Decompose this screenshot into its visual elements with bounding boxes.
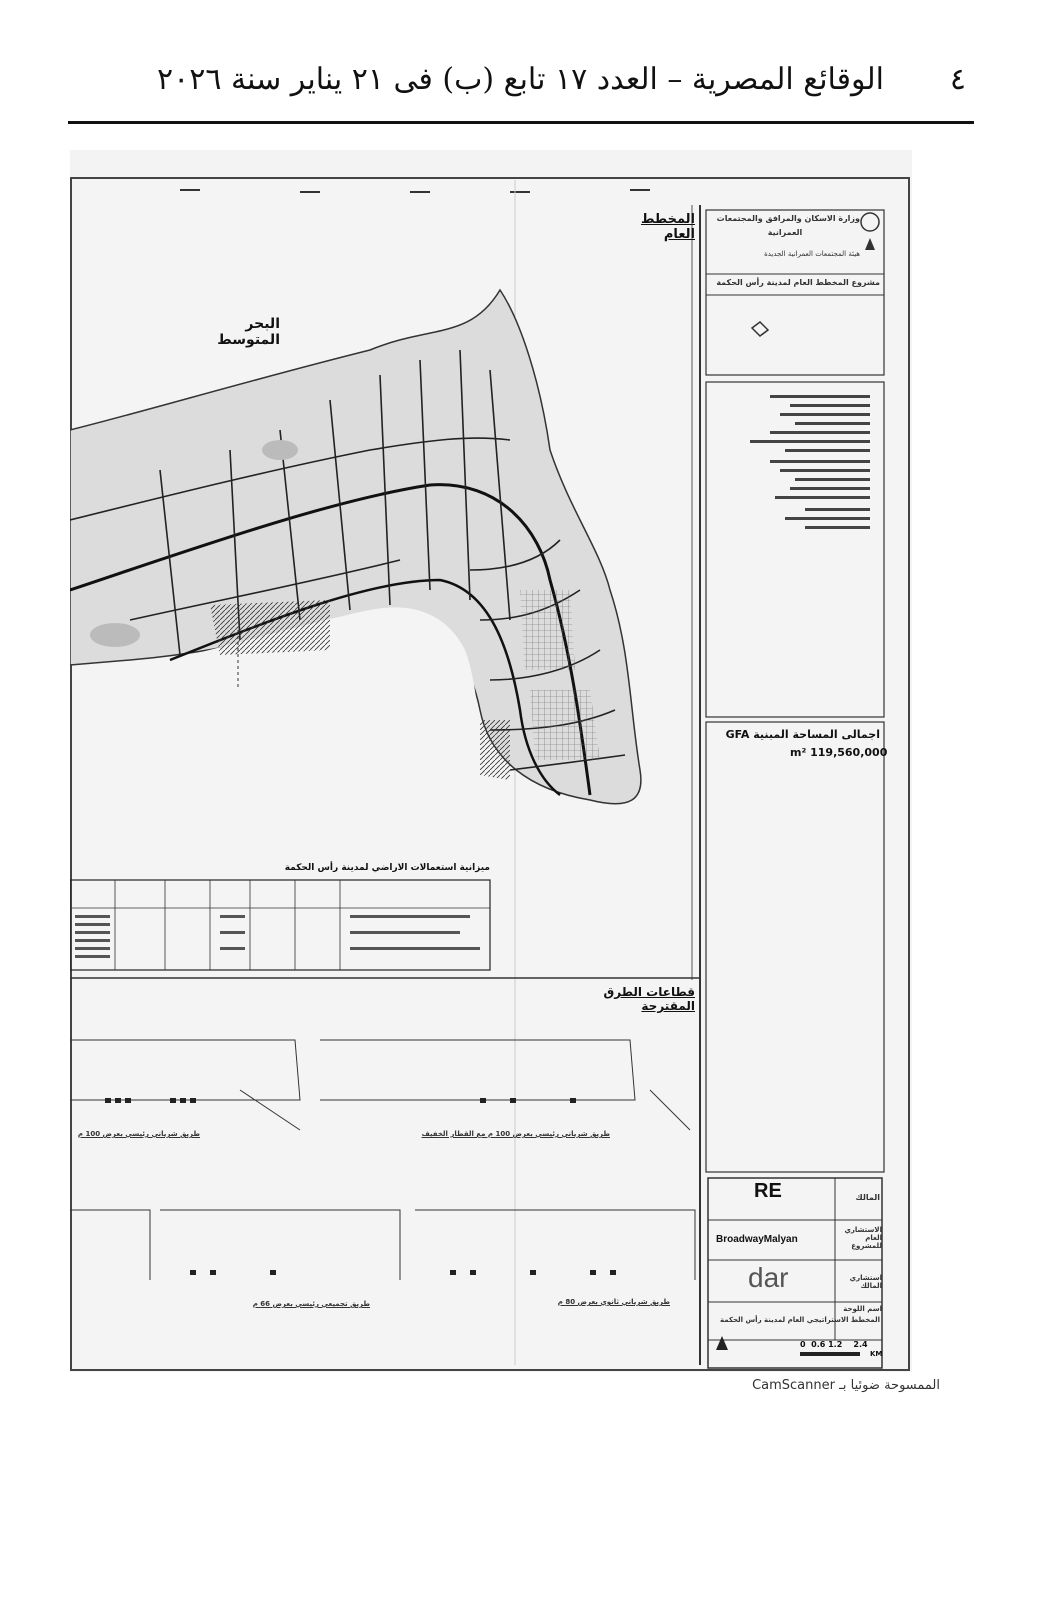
road-sections-title: قطاعات الطرق المقترحة: [603, 985, 695, 1013]
scale-unit: KM: [870, 1350, 883, 1358]
drawing-name-label: اسم اللوحة: [843, 1305, 882, 1313]
page-number: ٤: [949, 62, 966, 97]
ministry-line2: العمرانية: [767, 228, 803, 237]
gazette-title: الوقائع المصرية – العدد ١٧ تابع (ب) فى ٢١ يناير سنة ٢٠٢٦: [157, 62, 884, 97]
plan-title: المخطط العام: [640, 212, 695, 242]
scale-bar-text: 0 0.6 1.2 2.4: [800, 1340, 868, 1349]
road-caption-4: طريق شرياني ثانوي بعرض 80 م: [557, 1298, 670, 1306]
road-caption-2: طريق شرياني رئيسي بعرض 100 م: [77, 1130, 200, 1138]
sea-label: البحر المتوسط: [217, 316, 280, 348]
land-use-table-title: ميزانية استعمالات الاراضي لمدينة رأس الحكمة: [284, 863, 490, 873]
project-title: مشروع المخطط العام لمدينة رأس الحكمة: [716, 278, 880, 287]
road-caption-3: طريق تجميعي رئيسي بعرض 66 م: [252, 1300, 370, 1308]
authority-name: هيئة المجتمعات العمرانية الجديدة: [764, 250, 860, 258]
owner-logo: RE: [754, 1180, 782, 1202]
camscanner-watermark: الممسوحة ضوئيا بـ CamScanner: [752, 1378, 940, 1393]
gfa-value: m² 119,560,000: [790, 746, 888, 759]
header-rule: [68, 121, 974, 124]
consultant-label: الاستشاري العام للمشروع: [844, 1226, 882, 1250]
scanned-map-sheet: [70, 150, 912, 1372]
consultant-name: BroadwayMalyan: [716, 1234, 798, 1245]
page-header: [68, 62, 974, 102]
drawing-name: المخطط الاستراتيجي العام لمدينة رأس الحكمة: [720, 1316, 880, 1324]
owner-label: المالك: [855, 1193, 880, 1202]
dar-logo: dar: [748, 1262, 789, 1293]
gfa-label: اجمالى المساحة المبنية GFA: [725, 728, 880, 741]
ministry-line1: وزارة الاسكان والمرافق والمجتمعات: [716, 214, 860, 223]
road-caption-1: طريق شرياني رئيسي بعرض 100 م مع القطار الخفيف: [421, 1130, 610, 1138]
owner-consultant-label: استشاري المالك: [849, 1274, 882, 1290]
